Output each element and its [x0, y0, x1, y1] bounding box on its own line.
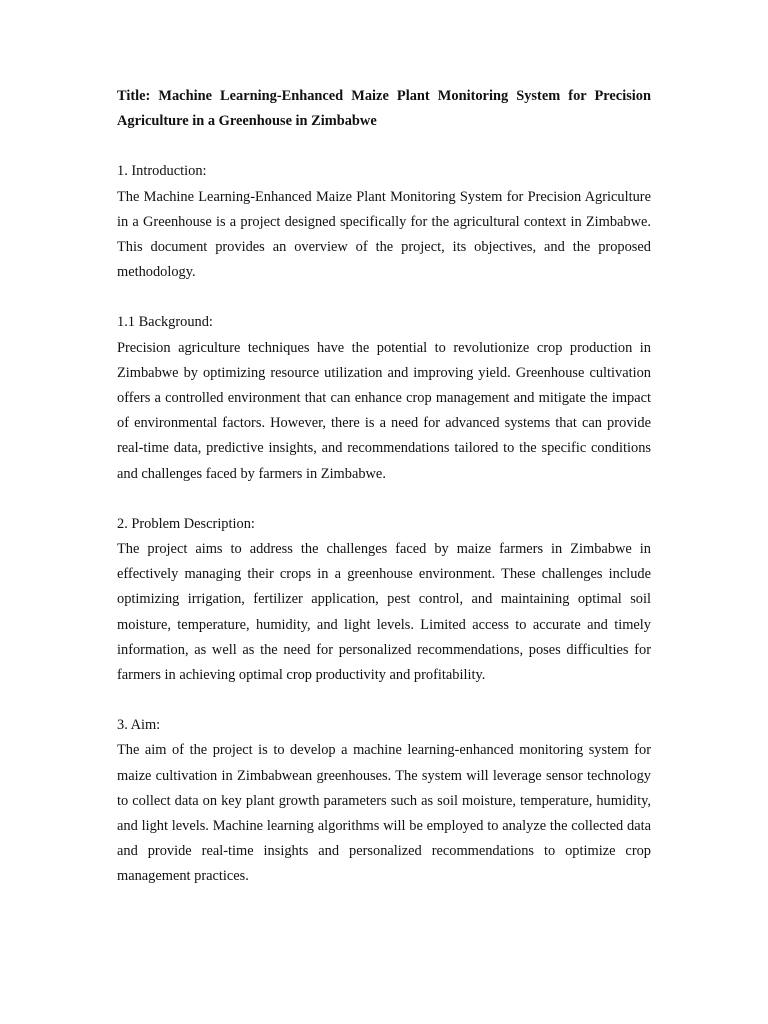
- document-page: [117, 84, 651, 915]
- section-body: The Machine Learning-Enhanced Maize Plant Monitoring System for Precision Agriculture in a Greenhouse is a project designed specifically for the agricultural context in Zimbabwe. This document provides an overview of the project, its objectives, and the proposed methodology.: [117, 188, 651, 281]
- section-heading: 1.1 Background:: [117, 314, 213, 331]
- section-problem-description: [117, 512, 651, 688]
- section-body: Precision agriculture techniques have the potential to revolutionize crop production in Zimbabwe by optimizing resource utilization and improving yield. Greenhouse cultivation offers a controlled environment that can enhance crop management and mitigate the impact of environmental factors. However, there is a need for advanced systems that can provide real-time data, predictive insights, and recommendations tailored to the specific conditions and challenges faced by farmers in Zimbabwe.: [117, 339, 651, 482]
- section-heading: 2. Problem Description:: [117, 515, 255, 532]
- section-heading: 3. Aim:: [117, 717, 161, 734]
- section-body: The aim of the project is to develop a machine learning-enhanced monitoring system for maize cultivation in Zimbabwean greenhouses. The system will leverage sensor technology to collect data on key plant growth parameters such as soil moisture, temperature, humidity, and light levels. Machine learning algorithms will be employed to analyze the collected data and provide real-time insights and personalized recommendations to optimize crop management practices.: [117, 742, 651, 885]
- section-background: [117, 310, 651, 486]
- section-introduction: [117, 159, 651, 285]
- document-title: Title: Machine Learning-Enhanced Maize Plant Monitoring System for Precision Agriculture in a Greenhouse in Zimbabwe: [117, 88, 651, 130]
- section-aim: [117, 713, 651, 889]
- section-heading: 1. Introduction:: [117, 163, 207, 180]
- section-body: The project aims to address the challenges faced by maize farmers in Zimbabwe in effectively managing their crops in a greenhouse environment. These challenges include optimizing irrigation, fertilizer application, pest control, and maintaining optimal soil moisture, temperature, humidity, and light levels. Limited access to accurate and timely information, as well as the need for personalized recommendations, poses difficulties for farmers in achieving optimal crop productivity and profitability.: [117, 541, 651, 684]
